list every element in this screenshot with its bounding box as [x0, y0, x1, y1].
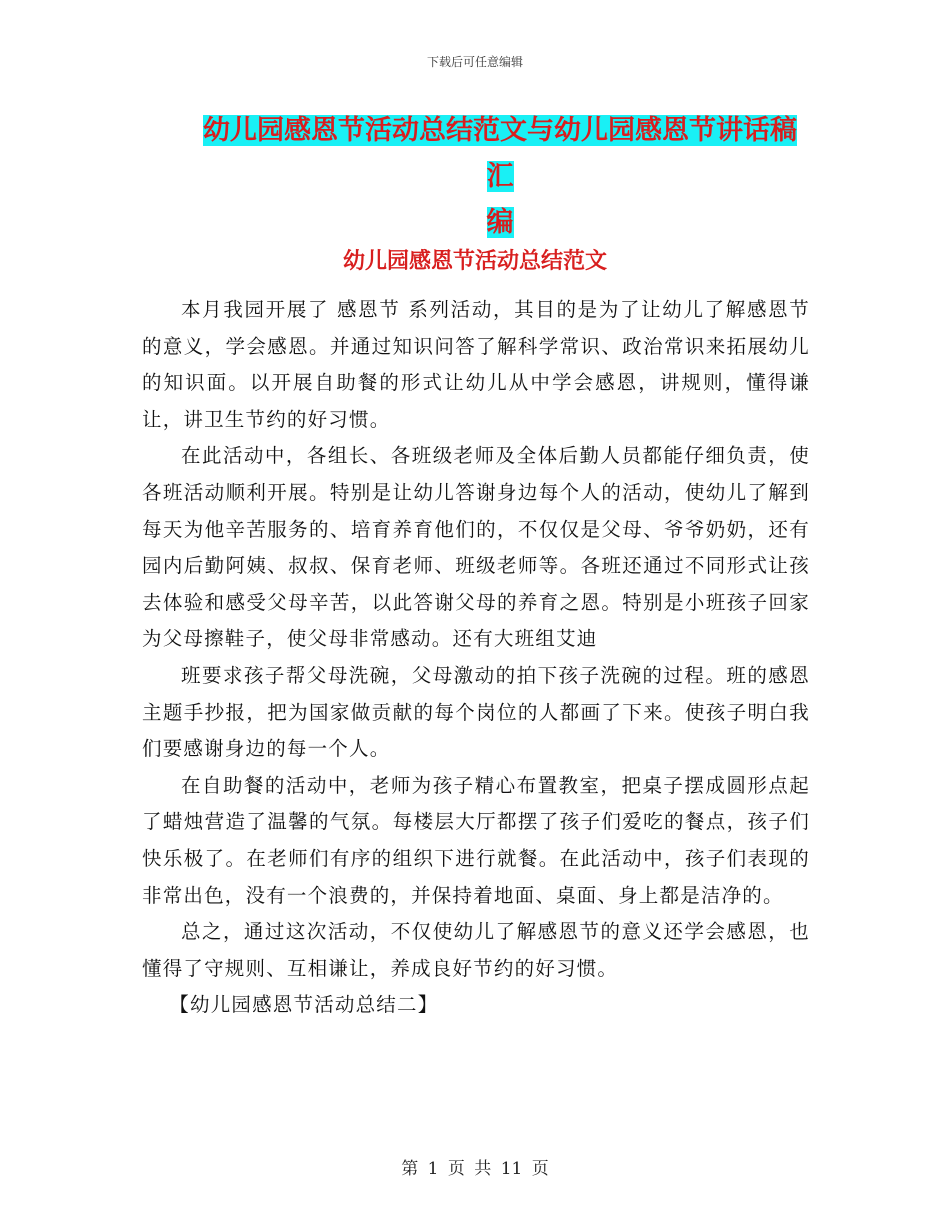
paragraph: 总之，通过这次活动，不仅使幼儿了解感恩节的意义还学会感恩，也懂得了守规则、互相谦让，养成良好节约的好习惯。 — [142, 920, 810, 980]
document-title-line2: 编 — [486, 207, 514, 238]
section-subtitle: 幼儿园感恩节活动总结范文 — [342, 249, 607, 274]
paragraph: 在自助餐的活动中，老师为孩子精心布置教室，把桌子摆成圆形点起了蜡烛营造了温馨的气氛。每楼层大厅都摆了孩子们爱吃的餐点，孩子们快乐极了。在老师们有序的组织下进行就餐。在此活动中，孩子们表现的非常出色，没有一个浪费的，并保持着地面、桌面、身上都是洁净的。 — [142, 773, 810, 907]
paragraph: 本月我园开展了 感恩节 系列活动，其目的是为了让幼儿了解感恩节的意义，学会感恩。并通过知识问答了解科学常识、政治常识来拓展幼儿的知识面。以开展自助餐的形式让幼儿从中学会感恩，讲规则，懂得谦让，讲卫生节约的好习惯。 — [142, 298, 810, 431]
document-title — [195, 108, 805, 246]
page-header-note: 下载后可任意编辑 — [426, 55, 523, 69]
paragraph: 在此活动中，各组长、各班级老师及全体后勤人员都能仔细负责，使各班活动顺利开展。特别是让幼儿答谢身边每个人的活动，使幼儿了解到每天为他辛苦服务的、培育养育他们的，不仅仅是父母、爷爷奶奶，还有园内后勤阿姨、叔叔、保育老师、班级老师等。各班还通过不同形式让孩去体验和感受父母辛苦，以此答谢父母的养育之恩。特别是小班孩子回家为父母擦鞋子，使父母非常感动。还有大班组艾迪 — [142, 444, 810, 651]
section-label: 【幼儿园感恩节活动总结二】 — [169, 993, 439, 1017]
document-body — [142, 292, 810, 1024]
document-title-line1: 幼儿园感恩节活动总结范文与幼儿园感恩节讲话稿汇 — [203, 115, 797, 192]
page-footer-pagination: 第 1 页 共 11 页 — [401, 1159, 549, 1179]
paragraph: 班要求孩子帮父母洗碗，父母激动的拍下孩子洗碗的过程。班的感恩主题手抄报，把为国家做贡献的每个岗位的人都画了下来。使孩子明白我们要感谢身边的每一个人。 — [142, 663, 810, 761]
